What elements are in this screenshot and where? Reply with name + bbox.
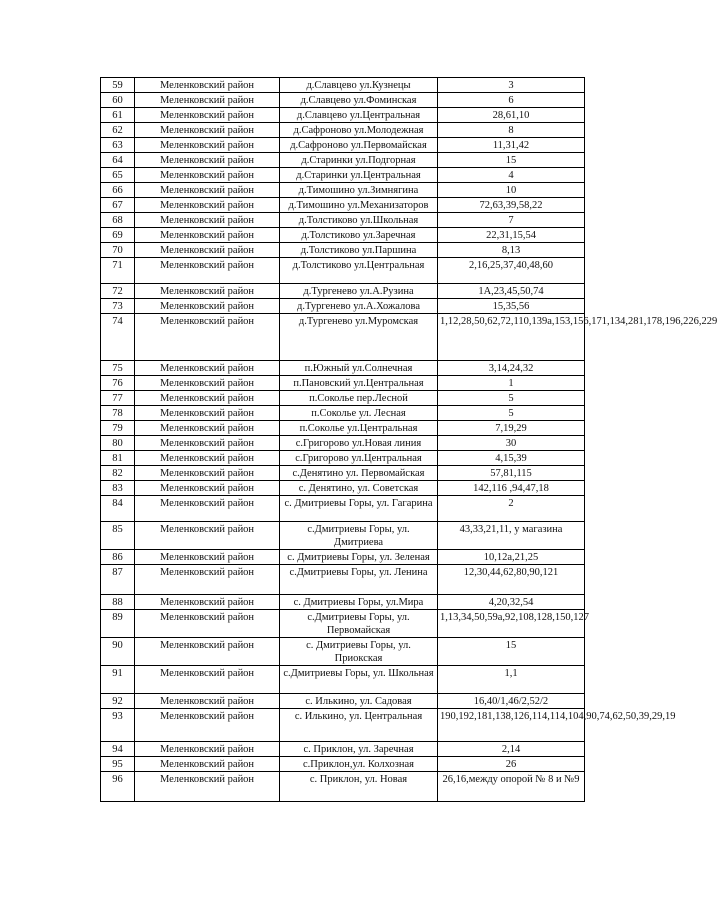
row-number: 90 (101, 638, 135, 666)
district-cell: Меленковский район (135, 496, 280, 522)
row-number: 70 (101, 243, 135, 258)
houses-cell: 4,15,39 (438, 451, 585, 466)
row-number: 85 (101, 522, 135, 550)
table-row (101, 406, 585, 421)
table-row (101, 421, 585, 436)
table-row (101, 436, 585, 451)
locality-cell: п.Пановский ул.Центральная (280, 376, 438, 391)
table-row (101, 451, 585, 466)
table-row (101, 638, 585, 666)
row-number: 82 (101, 466, 135, 481)
locality-cell: с.Дмитриевы Горы, ул. Первомайская (280, 610, 438, 638)
table-row (101, 108, 585, 123)
district-cell: Меленковский район (135, 522, 280, 550)
district-cell: Меленковский район (135, 550, 280, 565)
table-row (101, 258, 585, 284)
houses-cell: 43,33,21,11, у магазина (438, 522, 585, 550)
locality-cell: с.Приклон,ул. Колхозная (280, 757, 438, 772)
district-cell: Меленковский район (135, 666, 280, 694)
table-row (101, 183, 585, 198)
locality-cell: с.Дмитриевы Горы, ул. Дмитриева (280, 522, 438, 550)
district-cell: Меленковский район (135, 406, 280, 421)
row-number: 76 (101, 376, 135, 391)
row-number: 61 (101, 108, 135, 123)
houses-cell: 12,30,44,62,80,90,121 (438, 565, 585, 595)
district-cell: Меленковский район (135, 742, 280, 757)
table-row (101, 314, 585, 361)
table-row (101, 376, 585, 391)
locality-cell: с. Дмитриевы Горы, ул.Мира (280, 595, 438, 610)
table-row (101, 565, 585, 595)
row-number: 95 (101, 757, 135, 772)
locality-cell: с. Илькино, ул. Центральная (280, 709, 438, 742)
locality-cell: д.Славцево ул.Фоминская (280, 93, 438, 108)
locality-cell: с. Дмитриевы Горы, ул. Приокская (280, 638, 438, 666)
table-row (101, 742, 585, 757)
district-cell: Меленковский район (135, 258, 280, 284)
district-cell: Меленковский район (135, 694, 280, 709)
houses-cell: 8 (438, 123, 585, 138)
table-row (101, 123, 585, 138)
row-number: 80 (101, 436, 135, 451)
locality-cell: д.Сафроново ул.Первомайская (280, 138, 438, 153)
row-number: 84 (101, 496, 135, 522)
row-number: 64 (101, 153, 135, 168)
table-row (101, 168, 585, 183)
table-row (101, 757, 585, 772)
houses-cell: 2,14 (438, 742, 585, 757)
locality-cell: с.Дмитриевы Горы, ул. Школьная (280, 666, 438, 694)
row-number: 62 (101, 123, 135, 138)
table-row (101, 709, 585, 742)
district-cell: Меленковский район (135, 595, 280, 610)
locality-cell: д.Тимошино ул.Зимнягина (280, 183, 438, 198)
locality-cell: с.Григорово ул.Центральная (280, 451, 438, 466)
table-row (101, 284, 585, 299)
table-row (101, 595, 585, 610)
houses-cell: 15,35,56 (438, 299, 585, 314)
houses-cell: 2 (438, 496, 585, 522)
district-cell: Меленковский район (135, 638, 280, 666)
district-cell: Меленковский район (135, 772, 280, 802)
locality-cell: д.Сафроново ул.Молодежная (280, 123, 438, 138)
houses-cell: 142,116 ,94,47,18 (438, 481, 585, 496)
district-cell: Меленковский район (135, 481, 280, 496)
row-number: 60 (101, 93, 135, 108)
table-row (101, 522, 585, 550)
table-row (101, 299, 585, 314)
district-cell: Меленковский район (135, 466, 280, 481)
houses-cell: 1,12,28,50,62,72,110,139а,153,156,171,134,281,178,196,226,229 (438, 314, 585, 361)
locality-cell: д.Тимошино ул.Механизаторов (280, 198, 438, 213)
locality-cell: с.Дмитриевы Горы, ул. Ленина (280, 565, 438, 595)
locality-cell: с. Приклон, ул. Новая (280, 772, 438, 802)
district-cell: Меленковский район (135, 757, 280, 772)
locality-cell: п.Соколье ул. Лесная (280, 406, 438, 421)
table-row (101, 361, 585, 376)
row-number: 59 (101, 78, 135, 93)
row-number: 73 (101, 299, 135, 314)
houses-cell: 190,192,181,138,126,114,114,104,90,74,62,50,39,29,19 (438, 709, 585, 742)
row-number: 83 (101, 481, 135, 496)
locality-cell: п.Соколье пер.Лесной (280, 391, 438, 406)
row-number: 77 (101, 391, 135, 406)
locality-cell: д.Толстиково ул.Паршина (280, 243, 438, 258)
locality-cell: с. Дмитриевы Горы, ул. Зеленая (280, 550, 438, 565)
row-number: 88 (101, 595, 135, 610)
row-number: 63 (101, 138, 135, 153)
table-row (101, 772, 585, 802)
houses-cell: 26 (438, 757, 585, 772)
row-number: 94 (101, 742, 135, 757)
row-number: 92 (101, 694, 135, 709)
row-number: 89 (101, 610, 135, 638)
row-number: 68 (101, 213, 135, 228)
row-number: 78 (101, 406, 135, 421)
row-number: 66 (101, 183, 135, 198)
locality-cell: д.Тургенево ул.А.Рузина (280, 284, 438, 299)
table-row (101, 610, 585, 638)
district-cell: Меленковский район (135, 108, 280, 123)
houses-cell: 15 (438, 638, 585, 666)
district-cell: Меленковский район (135, 183, 280, 198)
locality-cell: д.Старинки ул.Центральная (280, 168, 438, 183)
locality-cell: д.Славцево ул.Кузнецы (280, 78, 438, 93)
district-cell: Меленковский район (135, 421, 280, 436)
locality-cell: д.Толстиково ул.Заречная (280, 228, 438, 243)
table-row (101, 198, 585, 213)
houses-cell: 11,31,42 (438, 138, 585, 153)
table-row (101, 153, 585, 168)
district-cell: Меленковский район (135, 451, 280, 466)
houses-cell: 8,13 (438, 243, 585, 258)
district-cell: Меленковский район (135, 78, 280, 93)
houses-cell: 2,16,25,37,40,48,60 (438, 258, 585, 284)
district-cell: Меленковский район (135, 138, 280, 153)
locality-cell: д.Толстиково ул.Центральная (280, 258, 438, 284)
row-number: 81 (101, 451, 135, 466)
district-cell: Меленковский район (135, 391, 280, 406)
table-body (101, 78, 717, 802)
houses-cell: 10,12а,21,25 (438, 550, 585, 565)
houses-cell: 5 (438, 391, 585, 406)
row-number: 93 (101, 709, 135, 742)
district-cell: Меленковский район (135, 299, 280, 314)
houses-cell: 7 (438, 213, 585, 228)
locality-cell: д.Славцево ул.Центральная (280, 108, 438, 123)
district-cell: Меленковский район (135, 228, 280, 243)
district-cell: Меленковский район (135, 168, 280, 183)
locality-cell: п.Южный ул.Солнечная (280, 361, 438, 376)
district-cell: Меленковский район (135, 213, 280, 228)
houses-cell: 7,19,29 (438, 421, 585, 436)
table-row (101, 481, 585, 496)
table-row (101, 228, 585, 243)
locality-cell: с. Дмитриевы Горы, ул. Гагарина (280, 496, 438, 522)
district-cell: Меленковский район (135, 93, 280, 108)
houses-cell: 6 (438, 93, 585, 108)
row-number: 72 (101, 284, 135, 299)
district-cell: Меленковский район (135, 565, 280, 595)
houses-cell: 10 (438, 183, 585, 198)
houses-cell: 16,40/1,46/2,52/2 (438, 694, 585, 709)
table-row (101, 243, 585, 258)
district-cell: Меленковский район (135, 314, 280, 361)
district-cell: Меленковский район (135, 709, 280, 742)
table-row (101, 213, 585, 228)
district-cell: Меленковский район (135, 610, 280, 638)
district-cell: Меленковский район (135, 153, 280, 168)
district-cell: Меленковский район (135, 243, 280, 258)
houses-cell: 5 (438, 406, 585, 421)
row-number: 86 (101, 550, 135, 565)
table-row (101, 694, 585, 709)
locality-cell: п.Соколье ул.Центральная (280, 421, 438, 436)
houses-cell: 30 (438, 436, 585, 451)
locality-cell: с. Денятино, ул. Советская (280, 481, 438, 496)
table-row (101, 496, 585, 522)
locality-cell: д.Толстиково ул.Школьная (280, 213, 438, 228)
locality-cell: д.Старинки ул.Подгорная (280, 153, 438, 168)
row-number: 71 (101, 258, 135, 284)
table-row (101, 93, 585, 108)
houses-cell: 4,20,32,54 (438, 595, 585, 610)
locality-cell: с.Денятино ул. Первомайская (280, 466, 438, 481)
locality-cell: д.Тургенево ул.А.Хожалова (280, 299, 438, 314)
table-row (101, 466, 585, 481)
locality-cell: с. Приклон, ул. Заречная (280, 742, 438, 757)
row-number: 74 (101, 314, 135, 361)
table-row (101, 78, 585, 93)
row-number: 67 (101, 198, 135, 213)
row-number: 96 (101, 772, 135, 802)
row-number: 87 (101, 565, 135, 595)
houses-cell: 15 (438, 153, 585, 168)
table-row (101, 138, 585, 153)
houses-cell: 1,13,34,50,59а,92,108,128,150,127 (438, 610, 585, 638)
houses-cell: 3,14,24,32 (438, 361, 585, 376)
houses-cell: 4 (438, 168, 585, 183)
district-cell: Меленковский район (135, 284, 280, 299)
district-cell: Меленковский район (135, 376, 280, 391)
row-number: 69 (101, 228, 135, 243)
houses-cell: 72,63,39,58,22 (438, 198, 585, 213)
address-table (100, 77, 717, 802)
row-number: 65 (101, 168, 135, 183)
houses-cell: 22,31,15,54 (438, 228, 585, 243)
houses-cell: 1А,23,45,50,74 (438, 284, 585, 299)
houses-cell: 28,61,10 (438, 108, 585, 123)
table-row (101, 666, 585, 694)
row-number: 75 (101, 361, 135, 376)
district-cell: Меленковский район (135, 198, 280, 213)
houses-cell: 26,16,между опорой № 8 и №9 (438, 772, 585, 802)
locality-cell: с. Илькино, ул. Садовая (280, 694, 438, 709)
houses-cell: 1,1 (438, 666, 585, 694)
row-number: 79 (101, 421, 135, 436)
district-cell: Меленковский район (135, 436, 280, 451)
table-row (101, 391, 585, 406)
locality-cell: с.Григорово ул.Новая линия (280, 436, 438, 451)
table-row (101, 550, 585, 565)
district-cell: Меленковский район (135, 361, 280, 376)
district-cell: Меленковский район (135, 123, 280, 138)
row-number: 91 (101, 666, 135, 694)
locality-cell: д.Тургенево ул.Муромская (280, 314, 438, 361)
houses-cell: 3 (438, 78, 585, 93)
houses-cell: 57,81,115 (438, 466, 585, 481)
houses-cell: 1 (438, 376, 585, 391)
